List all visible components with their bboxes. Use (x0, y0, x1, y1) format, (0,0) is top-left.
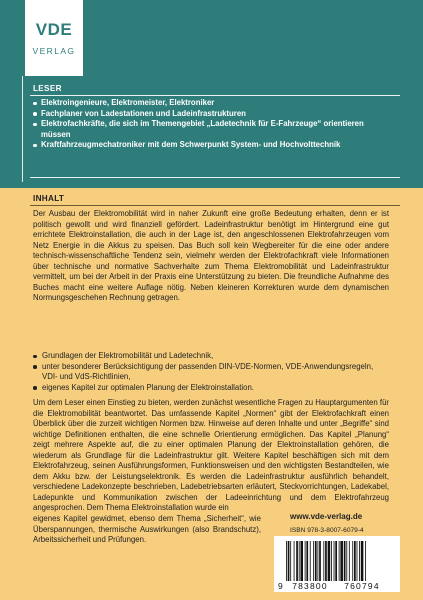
barcode-bar (328, 541, 331, 581)
barcode-bar (288, 541, 290, 581)
publisher-logo[interactable] (25, 0, 83, 76)
inhalt-bullet: eigenes Kapitel zur optimalen Planung der Elektroinstallation. (33, 383, 389, 394)
inhalt-paragraph-2 (33, 398, 389, 546)
logo-brand: VDE (35, 19, 73, 39)
leser-item: Kraftfahrzeugmechatroniker mit dem Schwerpunkt System- und Hochvolttechnik (33, 140, 389, 151)
barcode-bar (340, 541, 343, 581)
barcode-bar (305, 541, 306, 581)
barcode-bar (335, 541, 337, 581)
barcode-bar (315, 541, 317, 581)
barcode-bar (365, 541, 366, 581)
barcode (274, 536, 400, 592)
leser-heading: LESER (33, 84, 62, 93)
barcode-graphic (274, 536, 400, 592)
vertical-divider (22, 76, 23, 182)
barcode-bar (294, 541, 295, 581)
barcode-bar (313, 541, 314, 581)
barcode-bar (323, 541, 324, 581)
barcode-bar (354, 541, 356, 581)
barcode-bar (344, 541, 346, 581)
barcode-bar (319, 541, 321, 581)
barcode-left-digits: 783800 (292, 581, 328, 591)
leser-item: Fachplaner von Ladestationen und Ladeinfrastrukturen (33, 109, 389, 120)
barcode-bar (357, 541, 358, 581)
barcode-bar (317, 541, 318, 581)
barcode-bar (325, 541, 327, 581)
barcode-bar (299, 541, 300, 581)
inhalt-bullet: Grundlagen der Elektromobilität und Ladetechnik, (33, 351, 389, 362)
leser-divider-top (30, 95, 400, 96)
leser-list (33, 98, 389, 151)
barcode-bar (349, 541, 350, 581)
inhalt-bullet: unter besonderer Berücksichtigung der passenden DIN-VDE-Normen, VDE-Anwendungsregeln, VDI- und VdS-Richtlinien, (33, 362, 389, 383)
leser-divider-bottom (30, 177, 400, 178)
barcode-bar (346, 541, 347, 581)
barcode-bar (300, 541, 303, 581)
inhalt-bullet-list (33, 351, 389, 393)
leser-item: Elektrofachkräfte, die sich im Themengebiet „Ladetechnik für E-Fahrzeuge“ orientieren müssen (33, 119, 389, 140)
isbn-number: ISBN 978-3-8007-6079-4 (290, 527, 364, 534)
barcode-bar (331, 541, 332, 581)
barcode-bar (296, 541, 298, 581)
header-band (0, 0, 423, 188)
barcode-bar (361, 541, 364, 581)
inhalt-divider (30, 205, 400, 206)
logo-subline: VERLAG (32, 45, 76, 56)
barcode-bar (310, 541, 311, 581)
barcode-bar (339, 541, 340, 581)
inhalt-paragraph-1: Der Ausbau der Elektromobilität wird in naher Zukunft eine große Bedeutung erhalten, denn er ist politisch gewollt und wird finanziell gefördert. Ladeinfrastruktur benötigt im Hintergrund eine gut errichtete Elektroinstallation, die auch in der Lage ist, den angeschlossenen Elektrofahrzeugen vom Netz Energie in die Akkus zu speisen. Das Buch soll kein Wegbereiter für die eine oder andere technisch-wissenschaftliche Tendenz sein, vielmehr werden der Elektrofachkraft viele Informationen über technische und normative Sachverhalte zum Thema Elektromobilität und Ladeinfrastruktur vermittelt, um bei der Arbeit in der Praxis eine Unterstützung zu bieten. Die freundliche Aufnahme des Buches macht eine weitere Auflage nötig. Neben kleineren Korrekturen wurde dem dynamischen Normungsgeschehen Rechnung getragen. (33, 209, 389, 303)
barcode-bar (359, 541, 360, 581)
barcode-bar (290, 541, 291, 581)
barcode-right-digits: 760794 (344, 581, 380, 591)
barcode-lead-digit: 9 (278, 581, 283, 591)
barcode-bar (352, 541, 353, 581)
barcode-bar (286, 541, 287, 581)
inhalt-heading: INHALT (33, 194, 65, 203)
barcode-bar (306, 541, 308, 581)
leser-item: Elektroingenieure, Elektromeister, Elektroniker (33, 98, 389, 109)
inhalt-paragraph-2-end: eigenes Kapitel gewidmet, ebenso dem Thema „Sicherheit“, wie Überspannungen, thermische Auswirkungen (also Brandschutz), Arbeitssicherheit und Prüfungen. (33, 514, 261, 545)
barcode-bar (334, 541, 335, 581)
inhalt-paragraph-2-main: Um dem Leser einen Einstieg zu bieten, werden zunächst wesentliche Fragen zu Hauptargumenten für die Elektromobilität beantwortet. Das umfassende Kapitel „Normen“ gibt der Elektrofachkraft einen Überblick über die zurzeit wichtigen Normen bzw. Hinweise auf deren Inhalte und unter „Begriffe“ sind wichtige Definitionen enthalten, die eine schnelle Orientierung ermöglichen. Das Kapitel „Planung“ zeigt mehrere Aspekte auf, die zu einer optimalen Planung der Elektroinstallation gehören, die wiederum als Grundlage für die Ladeinfrastruktur gilt. Weitere Kapitel beschäftigen sich mit dem Elektrofahrzeug, seinen Ausführungsformen, Funktionsweisen und den wichtigsten Bestandteilen, wie dem Akku bzw. der Leistungselektronik. Es werden die Ladeinfrastruktur ausführlich behandelt, verschiedene Ladekonzepte beschrieben, Ladebetriebsarten erläutert, Steckvorrichtungen, Ladekabel, Ladepunkte und Kommunikation zwischen der Ladeeinrichtung und dem Elektrofahrzeug angesprochen. Dem Thema Elektroinstallation wurde ein (33, 398, 389, 513)
publisher-website-link[interactable]: www.vde-verlag.de (290, 512, 363, 521)
